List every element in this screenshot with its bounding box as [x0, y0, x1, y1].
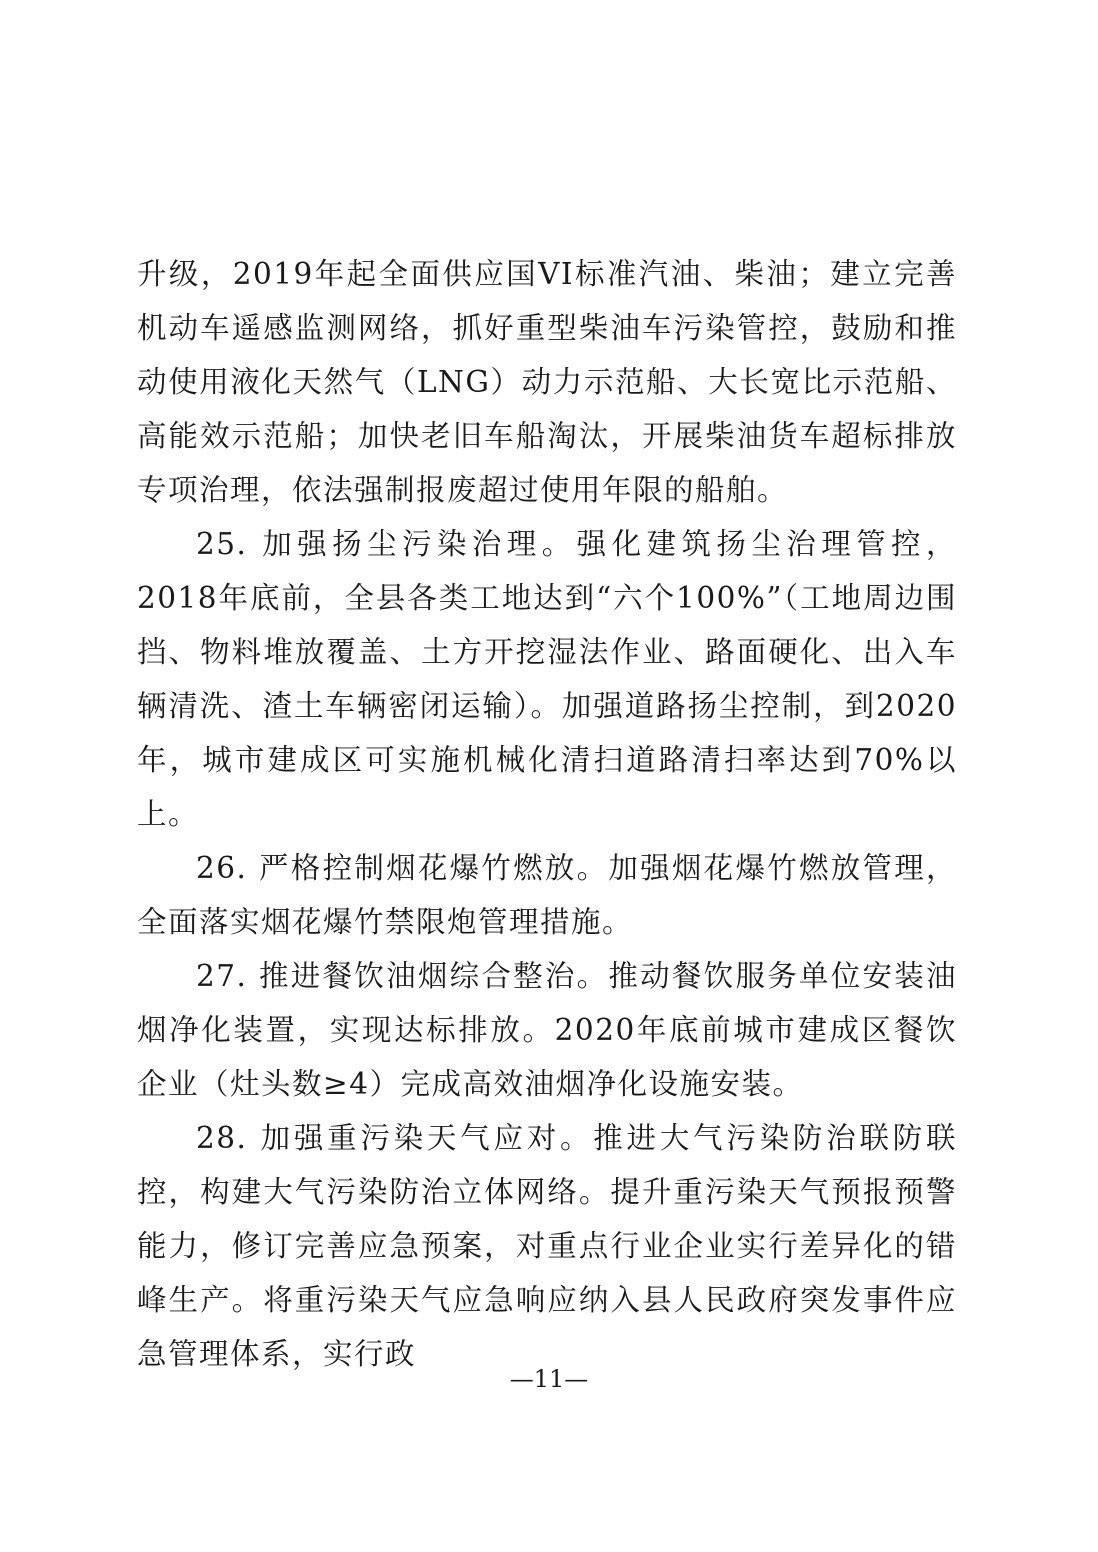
page-number: —11—: [509, 1365, 589, 1393]
paragraph-item-27: 27. 推进餐饮油烟综合整治。推动餐饮服务单位安装油烟净化装置，实现达标排放。2020年底前城市建成区餐饮企业（灶头数≥4）完成高效油烟净化设施安装。: [137, 959, 957, 1101]
paragraph-item-26: 26. 严格控制烟花爆竹燃放。加强烟花爆竹燃放管理，全面落实烟花爆竹禁限炮管理措施。: [137, 851, 957, 939]
document-body: [137, 247, 957, 1381]
paragraph-item-28: 28. 加强重污染天气应对。推进大气污染防治联防联控，构建大气污染防治立体网络。提升重污染天气预报预警能力，修订完善应急预案，对重点行业企业实行差异化的错峰生产。将重污染天气应急响应纳入县人民政府突发事件应急管理体系，实行政: [137, 1121, 957, 1371]
paragraph-item-25: 25. 加强扬尘污染治理。强化建筑扬尘治理管控，2018年底前，全县各类工地达到“六个100%”（工地周边围挡、物料堆放覆盖、土方开挖湿法作业、路面硬化、出入车辆清洗、渣土车辆密闭运输）。加强道路扬尘控制，到2020年，城市建成区可实施机械化清扫道路清扫率达到70%以上。: [137, 527, 957, 831]
paragraph-continuation: 升级，2019年起全面供应国VI标准汽油、柴油；建立完善机动车遥感监测网络，抓好重型柴油车污染管控，鼓励和推动使用液化天然气（LNG）动力示范船、大长宽比示范船、高能效示范船；加快老旧车船淘汰，开展柴油货车超标排放专项治理，依法强制报废超过使用年限的船舶。: [137, 257, 957, 507]
